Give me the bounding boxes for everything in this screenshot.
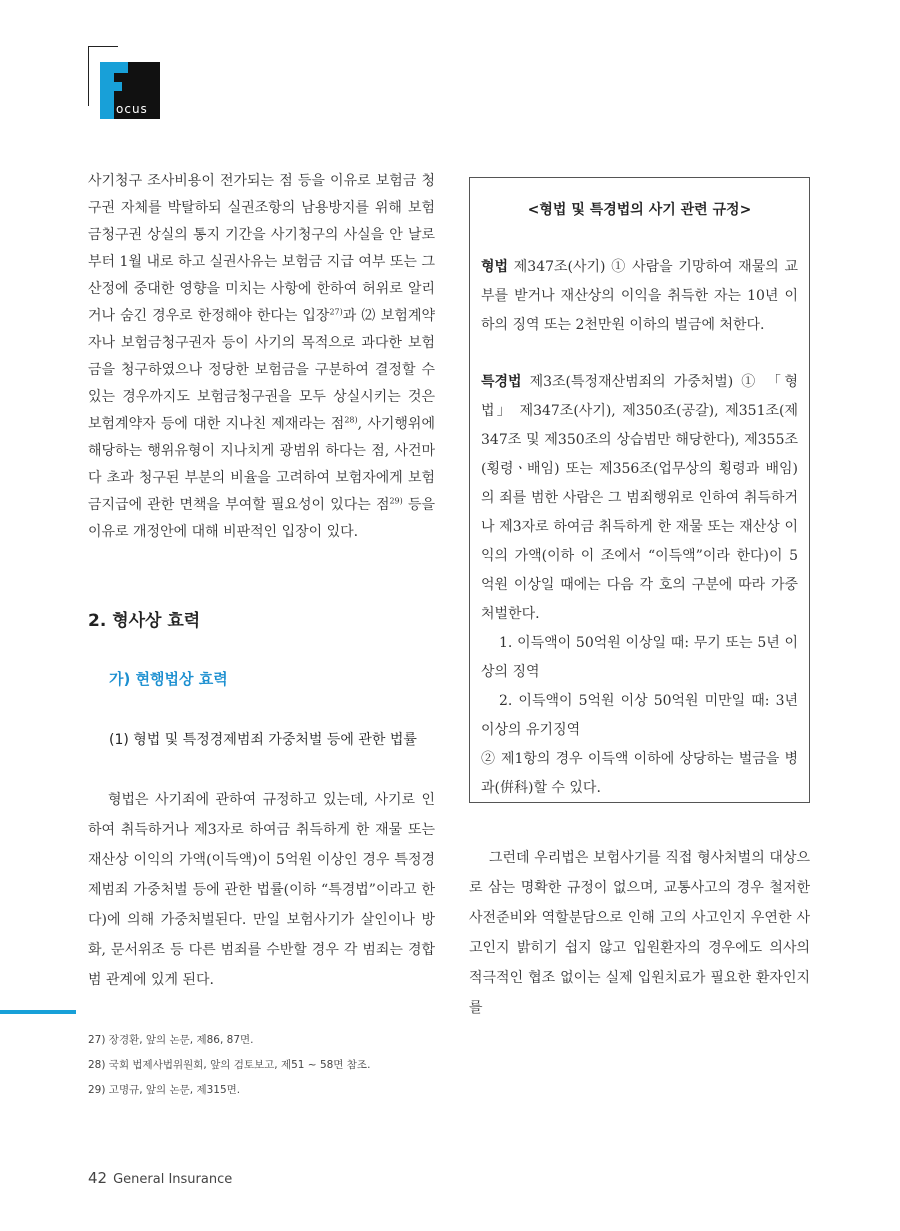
page-footer	[88, 1168, 232, 1187]
para1-part-c: , 사기행위에 해당하는 행위유형이 지나치게 광범위 하다는 점, 사건마다 초과 청구된 부분의 비율을 고려하여 보험자에게 보험금지급에 관한 면책을 부여할 필요성이 있다는 점	[88, 416, 435, 513]
footnote-ref-29[interactable]: 29)	[389, 496, 403, 506]
footnote-28: 28) 국회 법제사법위원회, 앞의 검토보고, 제51 ~ 58면 참조.	[88, 1059, 371, 1071]
logo-frame-top	[88, 46, 118, 47]
logo-frame-left	[88, 46, 89, 106]
footnote-divider	[0, 1010, 76, 1014]
publication-name: General Insurance	[113, 1172, 233, 1187]
footnote-27: 27) 장경환, 앞의 논문, 제86, 87면.	[88, 1034, 254, 1046]
footnote-ref-27[interactable]: 27)	[329, 307, 343, 317]
law-provisions-box	[469, 177, 810, 803]
logo-letter-f-mid	[100, 82, 122, 91]
sub-subsection-heading: (1) 형법 및 특정경제범죄 가중처벌 등에 관한 법률	[109, 732, 417, 748]
left-paragraph-1	[88, 168, 435, 546]
focus-logo	[88, 46, 163, 121]
law2-name: 특경법	[481, 374, 522, 390]
right-paragraph: 그런데 우리법은 보험사기를 직접 형사처벌의 대상으로 삼는 명확한 규정이 없으며, 교통사고의 경우 철저한 사전준비와 역할분담으로 인해 고의 사고인지 우연한 사고인지 밝히기 쉽지 않고 입원환자의 경우에도 의사의 적극적인 협조 없이는 실제 입원치료가 필요한 환자인지를	[469, 850, 810, 1016]
subsection-heading: 가) 현행법상 효력	[109, 670, 228, 688]
footnote-ref-28[interactable]: 28)	[344, 415, 358, 425]
left-paragraph-2: 형법은 사기죄에 관하여 규정하고 있는데, 사기로 인하여 취득하거나 제3자로 하여금 취득하게 한 재물 또는 재산상 이익의 가액(이득액)이 5억원 이상인 경우 특정경제범죄 가중처벌 등에 관한 법률(이하 “특경법”이라고 한다)에 의해 가중처벌된다. 만일 보험사기가 살인이나 방화, 문서위조 등 다른 범죄를 수반할 경우 각 범죄는 경합범 관계에 있게 된다.	[88, 792, 435, 988]
para1-part-b: 과 ⑵ 보험계약자나 보험금청구권자 등이 사기의 목적으로 과다한 보험금을 청구하였으나 정당한 보험금을 구분하여 결정할 수 있는 경우까지도 보험금청구권을 모두 상실시키는 것은 보험계약자 등에 대한 지나친 제재라는 점	[88, 308, 435, 432]
footnotes	[88, 1028, 370, 1103]
para1-part-d: 등을 이유로 개정안에 대해 비판적인 입장이 있다.	[88, 497, 435, 540]
logo-letter-f-top	[100, 62, 128, 73]
law2-item-1: 1. 이득액이 50억원 이상일 때: 무기 또는 5년 이상의 징역	[481, 635, 798, 680]
box-title: <형법 및 특경법의 사기 관련 규정>	[527, 202, 752, 218]
logo-text: ocus	[116, 102, 148, 116]
law2-text: 제3조(특정재산범죄의 가중처벌) ① 「형법」 제347조(사기), 제350조(공갈), 제351조(제347조 및 제350조의 상습범만 해당한다), 제355조(횡령ㆍ배임) 또는 제356조(업무상의 횡령과 배임)의 죄를 범한 사람은 그 범죄행위로 인하여 취득하거나 제3자로 하여금 취득하게 한 재물 또는 재산상 이익의 가액(이하 이 조에서 “이득액”이라 한다)이 5억원 이상일 때에는 다음 각 호의 구분에 따라 가중처벌한다.	[481, 374, 798, 622]
law1-text: 제347조(사기) ① 사람을 기망하여 재물의 교부를 받거나 재산상의 이익을 취득한 자는 10년 이하의 징역 또는 2천만원 이하의 벌금에 처한다.	[481, 259, 798, 333]
law2-block	[481, 368, 798, 629]
para1-part-a: 사기청구 조사비용이 전가되는 점 등을 이유로 보험금 청구권 자체를 박탈하되 실권조항의 남용방지를 위해 보험금청구권 상실의 통지 기간을 사기청구의 사실을 안 날로부터 1월 내로 하고 실권사유는 보험금 지급 여부 또는 그 산정에 중대한 영향을 미치는 사항에 한하여 허위로 알리거나 숨긴 경우로 한정해야 한다는 입장	[88, 173, 435, 324]
page-number: 42	[88, 1169, 108, 1187]
law1-name: 형법	[481, 259, 509, 275]
law2-item-3: ② 제1항의 경우 이득액 이하에 상당하는 벌금을 병과(倂科)할 수 있다.	[481, 751, 798, 796]
footnote-29: 29) 고명규, 앞의 논문, 제315면.	[88, 1084, 241, 1096]
law1-block	[481, 253, 798, 340]
law2-item-2: 2. 이득액이 5억원 이상 50억원 미만일 때: 3년 이상의 유기징역	[481, 693, 798, 738]
section-heading: 2. 형사상 효력	[88, 611, 201, 631]
